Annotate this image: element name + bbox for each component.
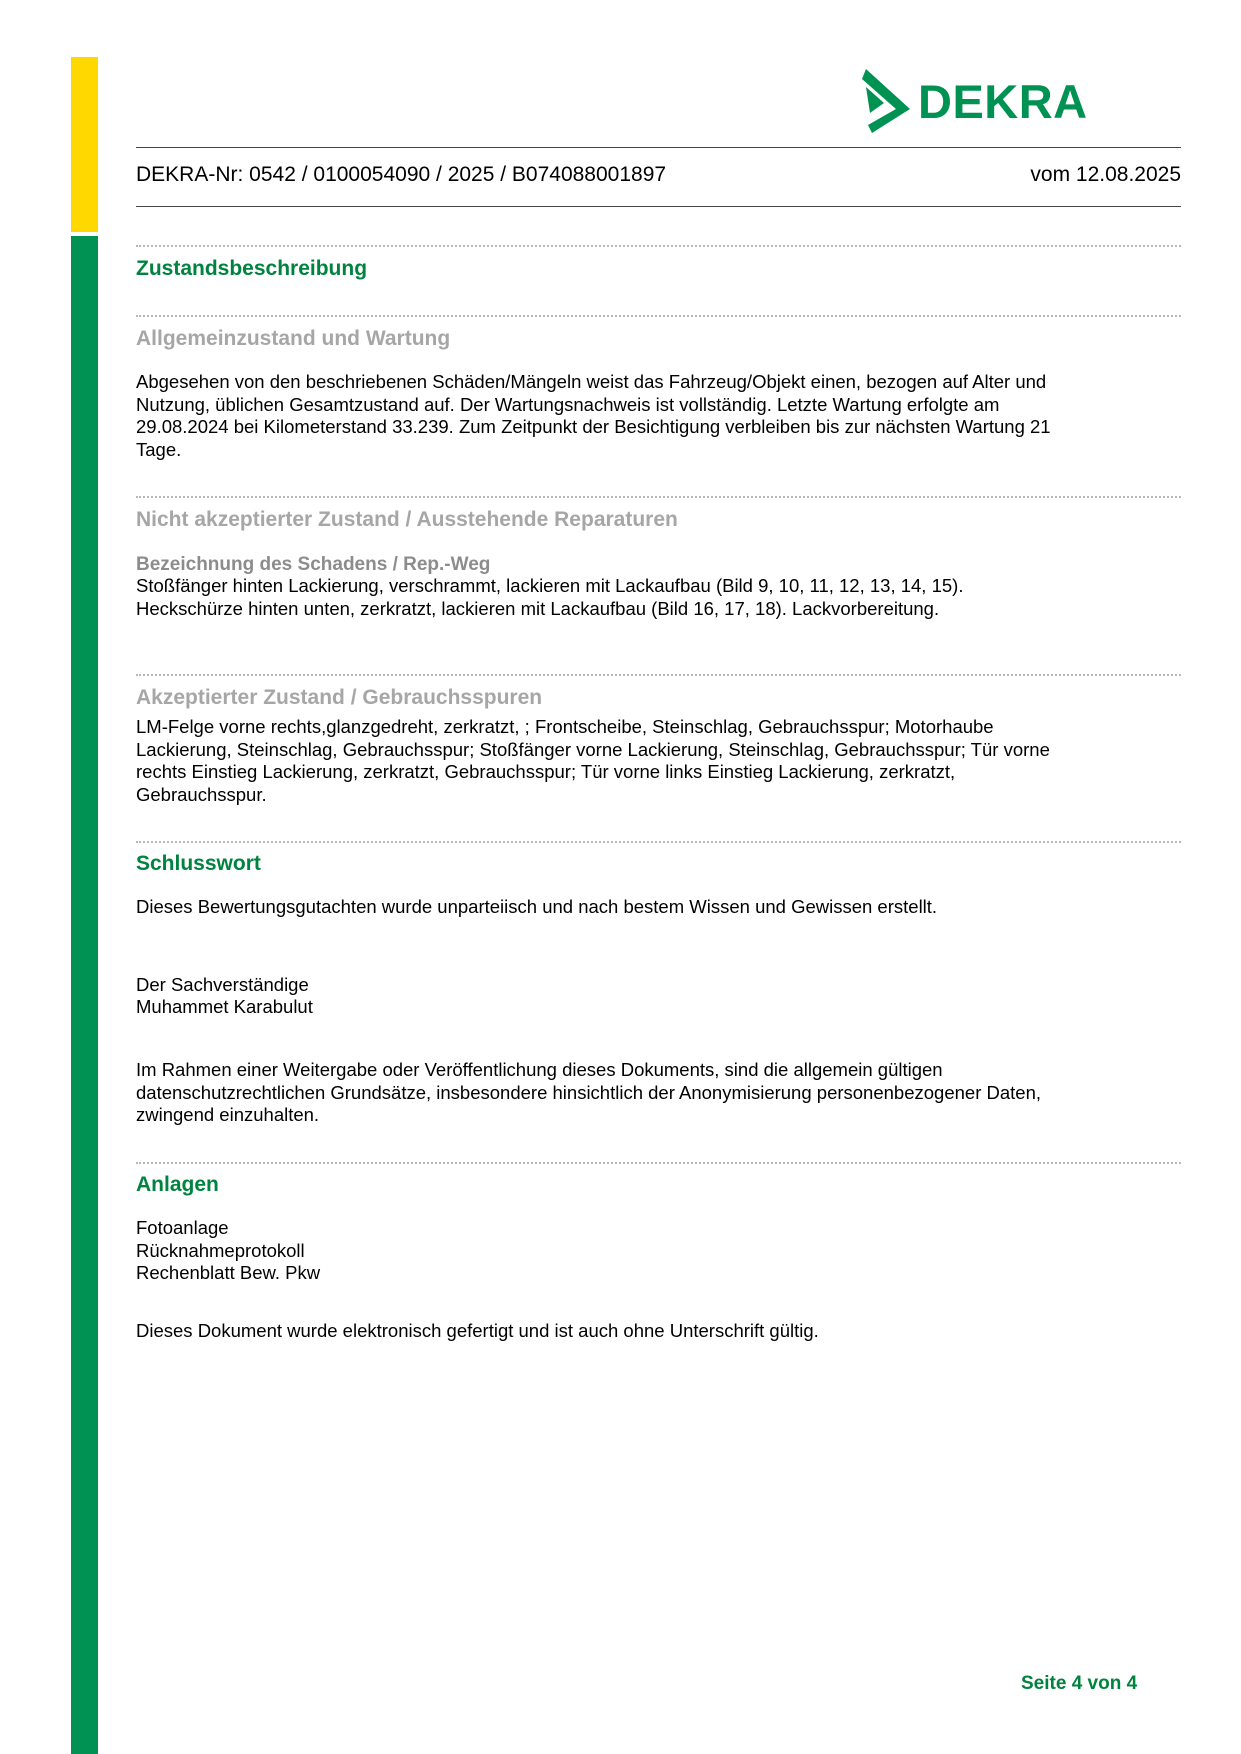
list-item: Rechenblatt Bew. Pkw <box>136 1262 321 1283</box>
list-item: Fotoanlage <box>136 1217 229 1238</box>
divider <box>136 245 1181 247</box>
damage-list <box>136 575 1181 620</box>
section-title-anlagen: Anlagen <box>136 1173 219 1196</box>
dekra-arrow-icon <box>862 69 910 133</box>
signer-role: Der Sachverständige <box>136 974 309 995</box>
subsection-title-allgemein: Allgemeinzustand und Wartung <box>136 327 451 350</box>
electronic-document-note: Dieses Dokument wurde elektronisch gefertigt und ist auch ohne Unterschrift gültig. <box>136 1320 819 1341</box>
header-rule-bottom <box>136 206 1181 207</box>
document-header <box>136 163 1181 187</box>
list-item: Rücknahmeprotokoll <box>136 1239 305 1261</box>
anlagen-list <box>136 1217 1181 1285</box>
schluss-text: Dieses Bewertungsgutachten wurde unparteiisch und nach bestem Wissen und Gewissen erstellt. <box>136 896 938 917</box>
divider <box>136 315 1181 317</box>
dekra-logo <box>862 68 1088 134</box>
allgemein-text: Abgesehen von den beschriebenen Schäden/Mängeln weist das Fahrzeug/Objekt einen, bezogen auf Alter und Nutzung, üblichen Gesamtzustand auf. Der Wartungsnachweis ist vollständig. Letzte Wartung erfolgte am 29.08.2024 bei Kilometerstand 33.239. Zum Zeitpunkt der Besichtigung verbleiben bis zur nächsten Wartung 21 Tage. <box>136 371 1051 460</box>
header-rule-top <box>136 147 1181 148</box>
section-title-zustand: Zustandsbeschreibung <box>136 257 368 280</box>
divider <box>136 674 1181 676</box>
damage-table-heading: Bezeichnung des Schadens / Rep.-Weg <box>136 554 491 575</box>
subsection-title-nicht-akzeptiert: Nicht akzeptierter Zustand / Ausstehende Reparaturen <box>136 508 678 531</box>
divider <box>136 841 1181 843</box>
section-title-schluss: Schlusswort <box>136 852 261 875</box>
brand-bar-yellow <box>71 57 98 232</box>
akzeptiert-text: LM-Felge vorne rechts,glanzgedreht, zerkratzt, ; Frontscheibe, Steinschlag, Gebrauchsspur; Motorhaube Lackierung, Steinschlag, Gebrauchsspur; Stoßfänger vorne Lackierung, Steinschlag, Gebrauchsspur; Tür vorne rechts Einstieg Lackierung, zerkratzt, Gebrauchsspur; Tür vorne links Einstieg Lackierung, zerkratzt, Gebrauchsspur. <box>136 716 1050 805</box>
signer-name: Muhammet Karabulut <box>136 996 313 1017</box>
list-item: Heckschürze hinten unten, zerkratzt, lackieren mit Lackaufbau (Bild 16, 17, 18). Lackvorbereitung. <box>136 597 940 619</box>
page-number: Seite 4 von 4 <box>1021 1673 1138 1694</box>
brand-bar-green <box>71 236 98 1754</box>
list-item: Stoßfänger hinten Lackierung, verschrammt, lackieren mit Lackaufbau (Bild 9, 10, 11, 12, 13, 14, 15). <box>136 575 964 596</box>
subsection-title-akzeptiert: Akzeptierter Zustand / Gebrauchsspuren <box>136 686 543 709</box>
privacy-notice: Im Rahmen einer Weitergabe oder Veröffentlichung dieses Dokuments, sind die allgemein gültigen datenschutzrechtlichen Grundsätze, insbesondere hinsichtlich der Anonymisierung personenbezogener Daten, zwingend einzuhalten. <box>136 1059 1042 1125</box>
divider <box>136 496 1181 498</box>
divider <box>136 1162 1181 1164</box>
logo-text: DEKRA <box>918 74 1088 128</box>
document-date: vom 12.08.2025 <box>1030 163 1181 186</box>
reference-number: DEKRA-Nr: 0542 / 0100054090 / 2025 / B074088001897 <box>136 163 667 186</box>
